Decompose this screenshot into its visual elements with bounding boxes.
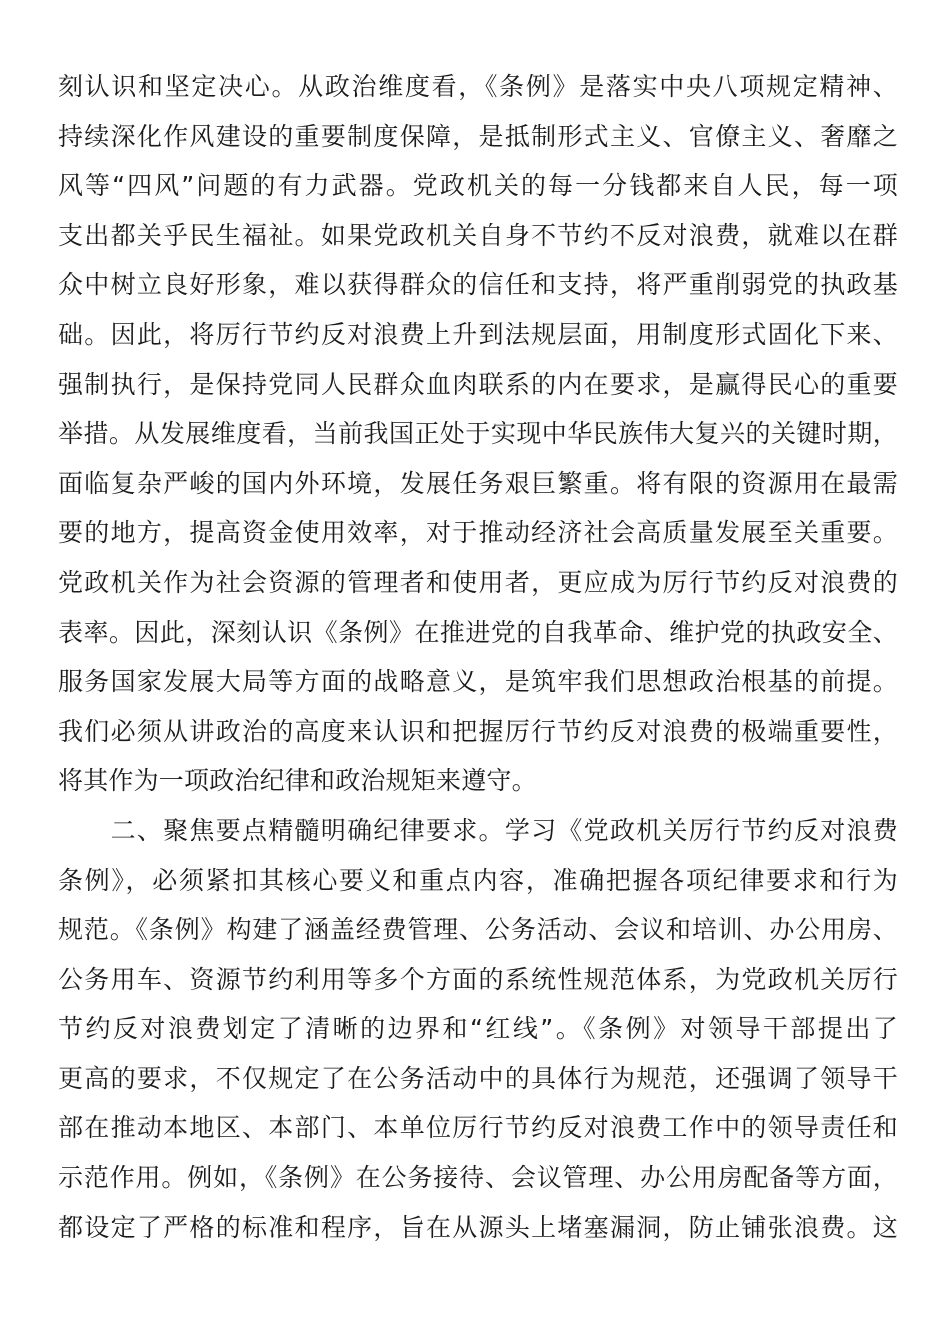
text-line: 示范作用。例如，《条例》在公务接待、会议管理、办公用房配备等方面， xyxy=(58,1163,898,1193)
text-line: 规范。《条例》构建了涵盖经费管理、公务活动、会议和培训、办公用房、 xyxy=(58,915,898,945)
text-line: 举措。从发展维度看，当前我国正处于实现中华民族伟大复兴的关键时期， xyxy=(58,419,898,449)
text-line: 持续深化作风建设的重要制度保障，是抵制形式主义、官僚主义、奢靡之 xyxy=(58,121,898,151)
text-line: 都设定了严格的标准和程序，旨在从源头上堵塞漏洞，防止铺张浪费。这 xyxy=(58,1212,898,1242)
text-line: 众中树立良好形象，难以获得群众的信任和支持，将严重削弱党的执政基 xyxy=(58,270,898,300)
text-line: 服务国家发展大局等方面的战略意义，是筑牢我们思想政治根基的前提。 xyxy=(58,667,898,697)
text-line: 表率。因此，深刻认识《条例》在推进党的自我革命、维护党的执政安全、 xyxy=(58,617,898,647)
text-line: 面临复杂严峻的国内外环境，发展任务艰巨繁重。将有限的资源用在最需 xyxy=(58,468,898,498)
text-line: 节约反对浪费划定了清晰的边界和“红线”。《条例》对领导干部提出了 xyxy=(58,1014,898,1044)
text-line: 公务用车、资源节约利用等多个方面的系统性规范体系，为党政机关厉行 xyxy=(58,964,898,994)
text-line: 强制执行，是保持党同人民群众血肉联系的内在要求，是赢得民心的重要 xyxy=(58,369,898,399)
text-line: 我们必须从讲政治的高度来认识和把握厉行节约反对浪费的极端重要性， xyxy=(58,716,898,746)
text-line: 刻认识和坚定决心。从政治维度看，《条例》是落实中央八项规定精神、 xyxy=(58,72,898,101)
text-line: 风等“四风”问题的有力武器。党政机关的每一分钱都来自人民，每一项 xyxy=(58,171,898,201)
text-line: 部在推动本地区、本部门、本单位厉行节约反对浪费工作中的领导责任和 xyxy=(58,1113,898,1143)
text-line: 党政机关作为社会资源的管理者和使用者，更应成为厉行节约反对浪费的 xyxy=(58,567,898,597)
text-line: 支出都关乎民生福祉。如果党政机关自身不节约不反对浪费，就难以在群 xyxy=(58,220,898,250)
body-text xyxy=(58,62,898,1252)
section-heading-line: 二、聚焦要点精髓明确纪律要求。学习《党政机关厉行节约反对浪费 xyxy=(58,815,898,845)
text-line: 将其作为一项政治纪律和政治规矩来遵守。 xyxy=(58,766,537,796)
text-line: 要的地方，提高资金使用效率，对于推动经济社会高质量发展至关重要。 xyxy=(58,518,898,548)
text-line: 条例》，必须紧扣其核心要义和重点内容，准确把握各项纪律要求和行为 xyxy=(58,865,898,895)
text-line: 更高的要求，不仅规定了在公务活动中的具体行为规范，还强调了领导干 xyxy=(58,1063,898,1093)
text-line: 础。因此，将厉行节约反对浪费上升到法规层面，用制度形式固化下来、 xyxy=(58,319,898,349)
